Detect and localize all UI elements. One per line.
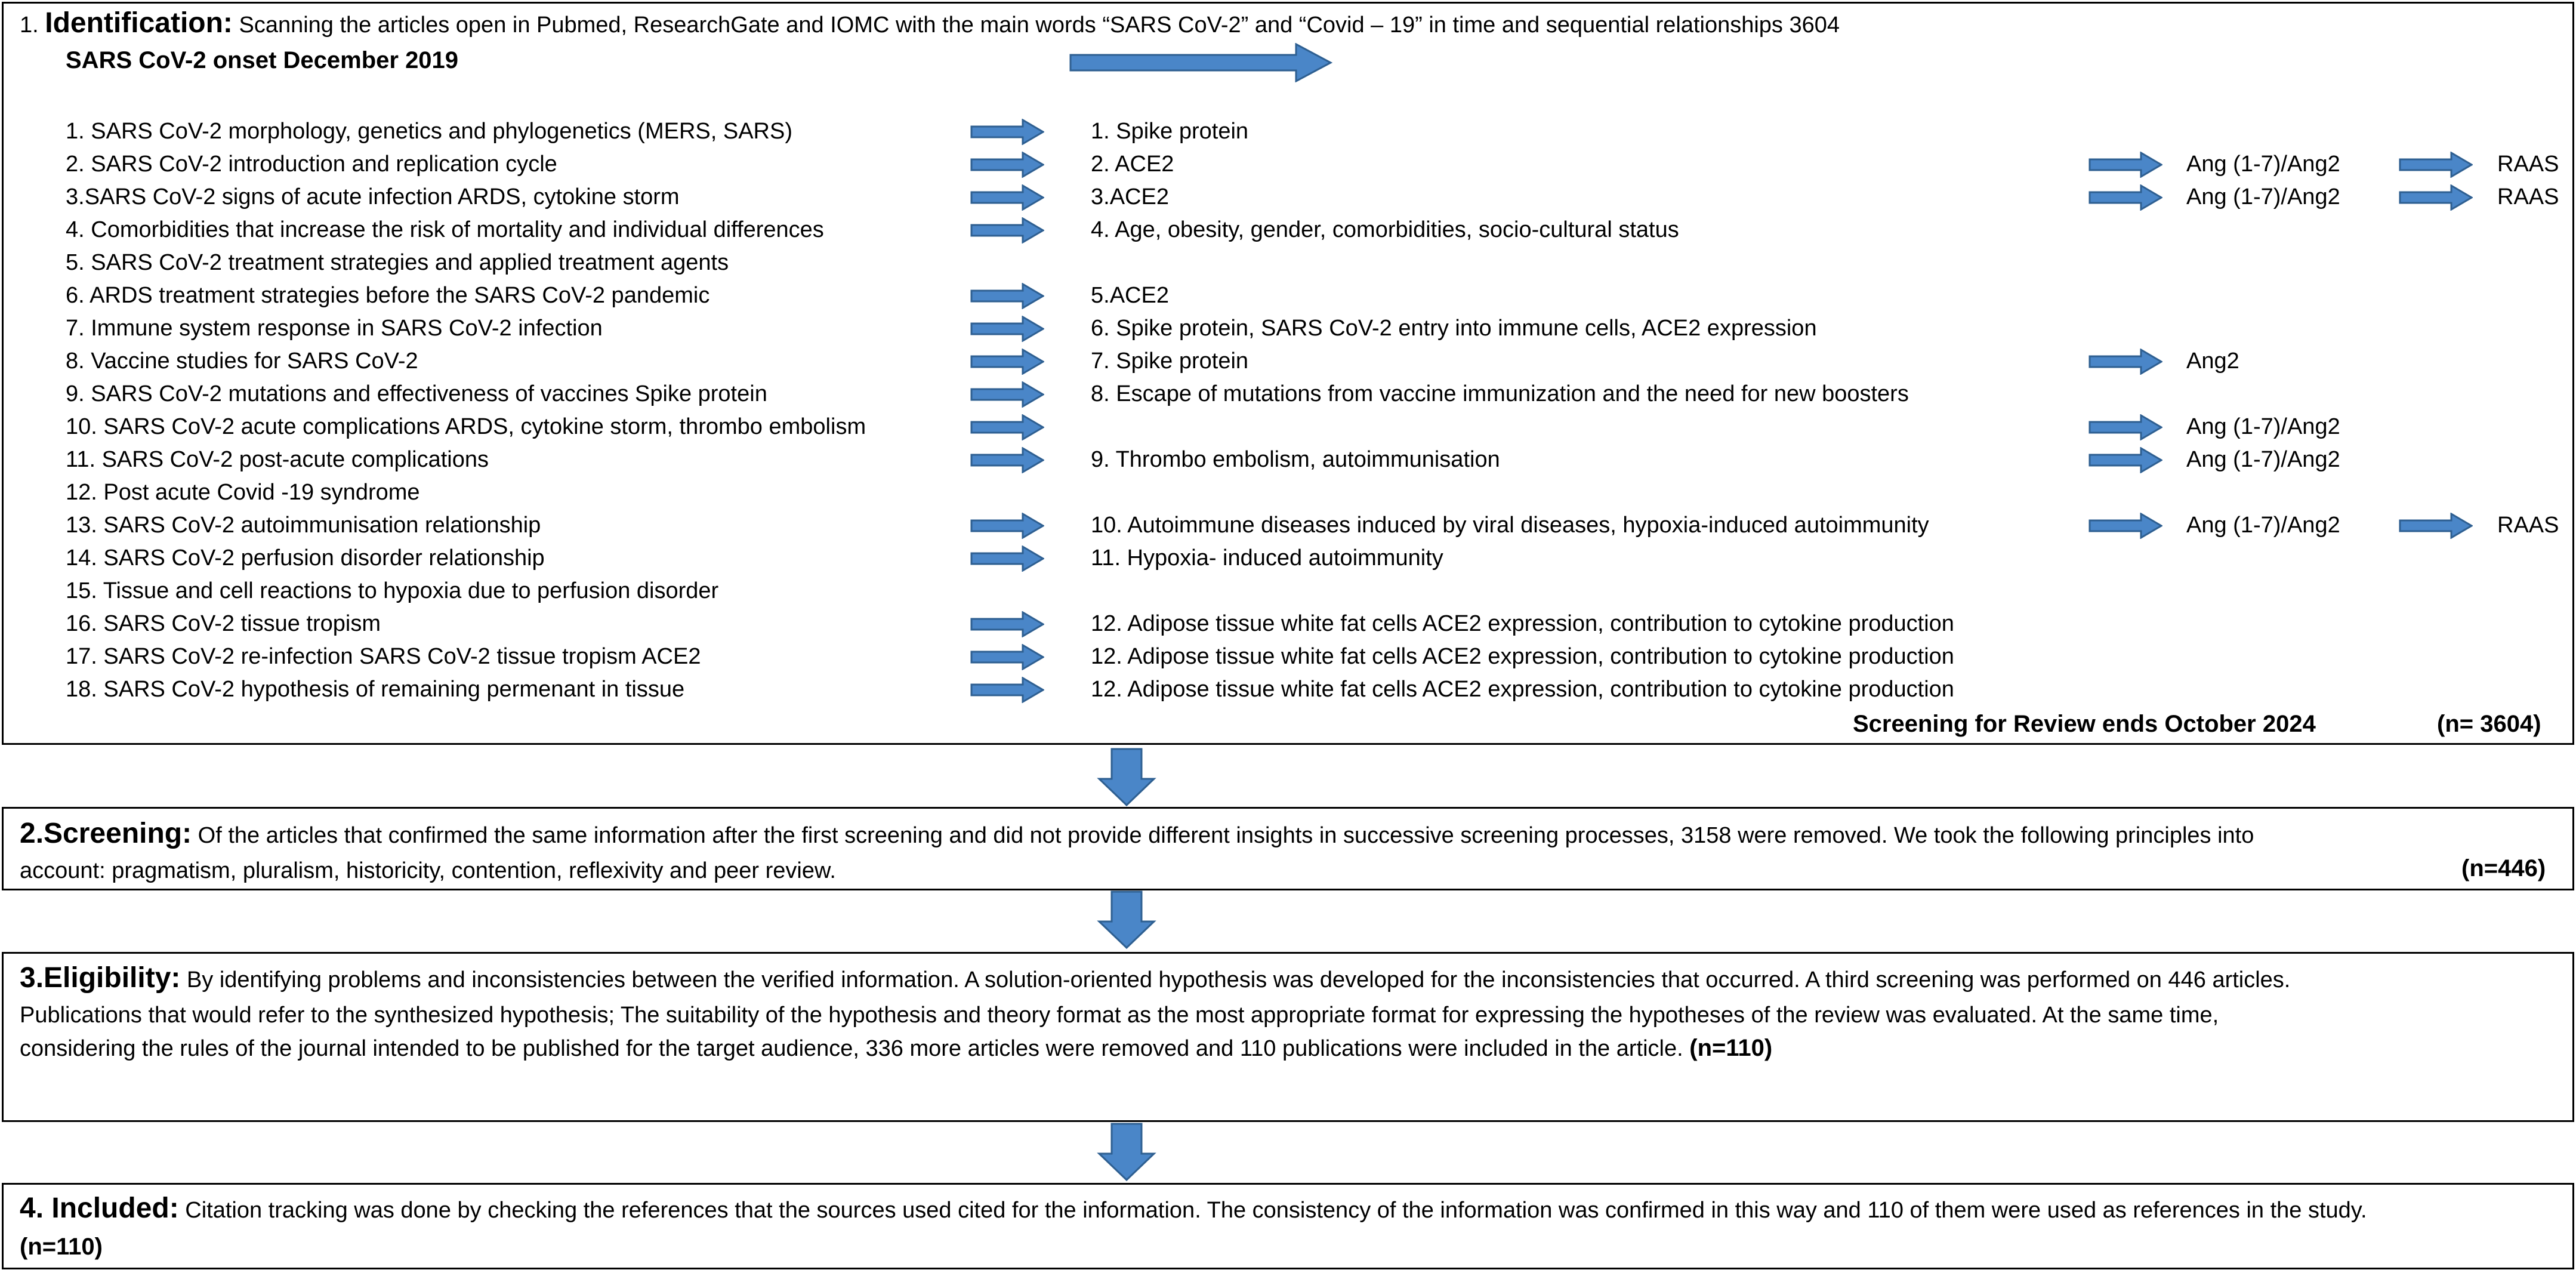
- system-item: RAAS: [2497, 152, 2559, 177]
- identification-heading: [20, 7, 1840, 39]
- right-arrow-icon: [970, 119, 1044, 148]
- right-arrow-icon: [970, 677, 1044, 706]
- right-arrow-icon: [2088, 513, 2162, 542]
- topic-item: 8. Vaccine studies for SARS CoV-2: [66, 349, 418, 374]
- eligibility-label: 3.Eligibility:: [20, 962, 181, 994]
- identification-count: (n= 3604): [2437, 711, 2541, 737]
- mechanism-item: Ang (1-7)/Ang2: [2186, 152, 2340, 177]
- finding-item: 1. Spike protein: [1091, 119, 1249, 144]
- eligibility-text-1: By identifying problems and inconsistencies between the verified information. A solution-oriented hypothesis was developed for the inconsistencies that occurred. A third screening was performed on 446 articles.: [186, 967, 2291, 992]
- topic-item: 1. SARS CoV-2 morphology, genetics and phylogenetics (MERS, SARS): [66, 119, 792, 144]
- topic-item: 15. Tissue and cell reactions to hypoxia due to perfusion disorder: [66, 578, 719, 603]
- included-count: (n=110): [20, 1234, 103, 1260]
- right-arrow-icon: [2399, 184, 2473, 214]
- screening-label: 2.Screening:: [20, 818, 192, 849]
- included-line1: [20, 1192, 2367, 1226]
- finding-item: 11. Hypoxia- induced autoimmunity: [1091, 545, 1443, 571]
- topic-item: 18. SARS CoV-2 hypothesis of remaining permenant in tissue: [66, 677, 685, 702]
- finding-item: 12. Adipose tissue white fat cells ACE2 expression, contribution to cytokine production: [1091, 644, 1954, 669]
- topic-item: 5. SARS CoV-2 treatment strategies and applied treatment agents: [66, 250, 729, 275]
- topic-item: 2. SARS CoV-2 introduction and replication cycle: [66, 152, 557, 177]
- mechanism-item: Ang2: [2186, 349, 2239, 374]
- screening-end-text: Screening for Review ends October 2024: [1853, 711, 2316, 737]
- identification-prefix: 1.: [20, 13, 45, 38]
- system-item: RAAS: [2497, 184, 2559, 209]
- eligibility-line2: Publications that would refer to the synthesized hypothesis; The suitability of the hypothesis and theory format as the most appropriate format for expressing the hypotheses of the review was evaluated. At the same time,: [20, 1003, 2219, 1028]
- finding-item: 6. Spike protein, SARS CoV-2 entry into immune cells, ACE2 expression: [1091, 316, 1817, 341]
- topic-item: 7. Immune system response in SARS CoV-2 infection: [66, 316, 603, 341]
- finding-item: 5.ACE2: [1091, 283, 1169, 308]
- finding-item: 9. Thrombo embolism, autoimmunisation: [1091, 447, 1500, 472]
- finding-item: 8. Escape of mutations from vaccine immunization and the need for new boosters: [1091, 381, 1909, 406]
- right-arrow-icon: [970, 513, 1044, 542]
- right-arrow-icon: [970, 545, 1044, 575]
- right-arrow-icon: [970, 152, 1044, 181]
- right-arrow-icon: [970, 349, 1044, 378]
- right-arrow-icon: [2088, 414, 2162, 443]
- right-arrow-icon: [970, 184, 1044, 214]
- screening-line1: [20, 818, 2254, 852]
- topic-item: 11. SARS CoV-2 post-acute complications: [66, 447, 489, 472]
- right-arrow-icon: [2399, 152, 2473, 181]
- finding-item: 4. Age, obesity, gender, comorbidities, socio-cultural status: [1091, 217, 1679, 242]
- right-arrow-icon: [970, 316, 1044, 345]
- finding-item: 12. Adipose tissue white fat cells ACE2 expression, contribution to cytokine production: [1091, 677, 1954, 702]
- mechanism-item: Ang (1-7)/Ang2: [2186, 184, 2340, 209]
- right-arrow-icon: [2399, 513, 2473, 542]
- included-label: 4. Included:: [20, 1192, 179, 1224]
- right-arrow-icon: [970, 414, 1044, 443]
- topic-item: 9. SARS CoV-2 mutations and effectiveness of vaccines Spike protein: [66, 381, 767, 406]
- topic-item: 12. Post acute Covid -19 syndrome: [66, 480, 420, 505]
- screening-line2: account: pragmatism, pluralism, historicity, contention, reflexivity and peer review.: [20, 858, 836, 883]
- eligibility-count: (n=110): [1689, 1035, 1773, 1061]
- onset-text: SARS CoV-2 onset December 2019: [66, 47, 459, 73]
- right-arrow-icon: [2088, 447, 2162, 476]
- topic-item: 14. SARS CoV-2 perfusion disorder relationship: [66, 545, 545, 571]
- down-arrow-icon: [1097, 748, 1156, 807]
- topic-item: 3.SARS CoV-2 signs of acute infection ARDS, cytokine storm: [66, 184, 680, 209]
- eligibility-line1: [20, 962, 2290, 996]
- topic-item: 13. SARS CoV-2 autoimmunisation relationship: [66, 513, 541, 538]
- screening-count: (n=446): [2461, 855, 2546, 881]
- included-text-1: Citation tracking was done by checking the references that the sources used cited for the information. The consistency of the information was confirmed in this way and 110 of them were used as references in the study.: [185, 1198, 2367, 1223]
- onset-arrow-icon: [1069, 43, 1333, 82]
- right-arrow-icon: [970, 447, 1044, 476]
- right-arrow-icon: [970, 381, 1044, 411]
- down-arrow-icon: [1097, 1123, 1156, 1182]
- identification-label: Identification:: [45, 7, 233, 39]
- screening-text-1: Of the articles that confirmed the same information after the first screening and did not provide different insights in successive screening processes, 3158 were removed. We took the following principles into: [198, 823, 2254, 848]
- finding-item: 10. Autoimmune diseases induced by viral diseases, hypoxia-induced autoimmunity: [1091, 513, 1929, 538]
- topic-item: 16. SARS CoV-2 tissue tropism: [66, 611, 381, 636]
- finding-item: 3.ACE2: [1091, 184, 1169, 209]
- system-item: RAAS: [2497, 513, 2559, 538]
- right-arrow-icon: [970, 611, 1044, 640]
- topic-item: 6. ARDS treatment strategies before the SARS CoV-2 pandemic: [66, 283, 710, 308]
- eligibility-line3: [20, 1034, 1772, 1062]
- right-arrow-icon: [970, 283, 1044, 312]
- eligibility-text-3: considering the rules of the journal intended to be published for the target audience, 336 more articles were removed and 110 publications were included in the article.: [20, 1036, 1683, 1061]
- mechanism-item: Ang (1-7)/Ang2: [2186, 414, 2340, 439]
- down-arrow-icon: [1097, 890, 1156, 950]
- mechanism-item: Ang (1-7)/Ang2: [2186, 447, 2340, 472]
- finding-item: 7. Spike protein: [1091, 349, 1249, 374]
- right-arrow-icon: [2088, 349, 2162, 378]
- identification-text: Scanning the articles open in Pubmed, ResearchGate and IOMC with the main words “SARS CoV-2” and “Covid – 19” in time and sequential relationships 3604: [239, 13, 1840, 38]
- right-arrow-icon: [2088, 184, 2162, 214]
- right-arrow-icon: [970, 644, 1044, 673]
- topic-item: 17. SARS CoV-2 re-infection SARS CoV-2 tissue tropism ACE2: [66, 644, 701, 669]
- mechanism-item: Ang (1-7)/Ang2: [2186, 513, 2340, 538]
- right-arrow-icon: [970, 217, 1044, 246]
- right-arrow-icon: [2088, 152, 2162, 181]
- finding-item: 2. ACE2: [1091, 152, 1174, 177]
- topic-item: 10. SARS CoV-2 acute complications ARDS, cytokine storm, thrombo embolism: [66, 414, 866, 439]
- finding-item: 12. Adipose tissue white fat cells ACE2 expression, contribution to cytokine production: [1091, 611, 1954, 636]
- topic-item: 4. Comorbidities that increase the risk of mortality and individual differences: [66, 217, 824, 242]
